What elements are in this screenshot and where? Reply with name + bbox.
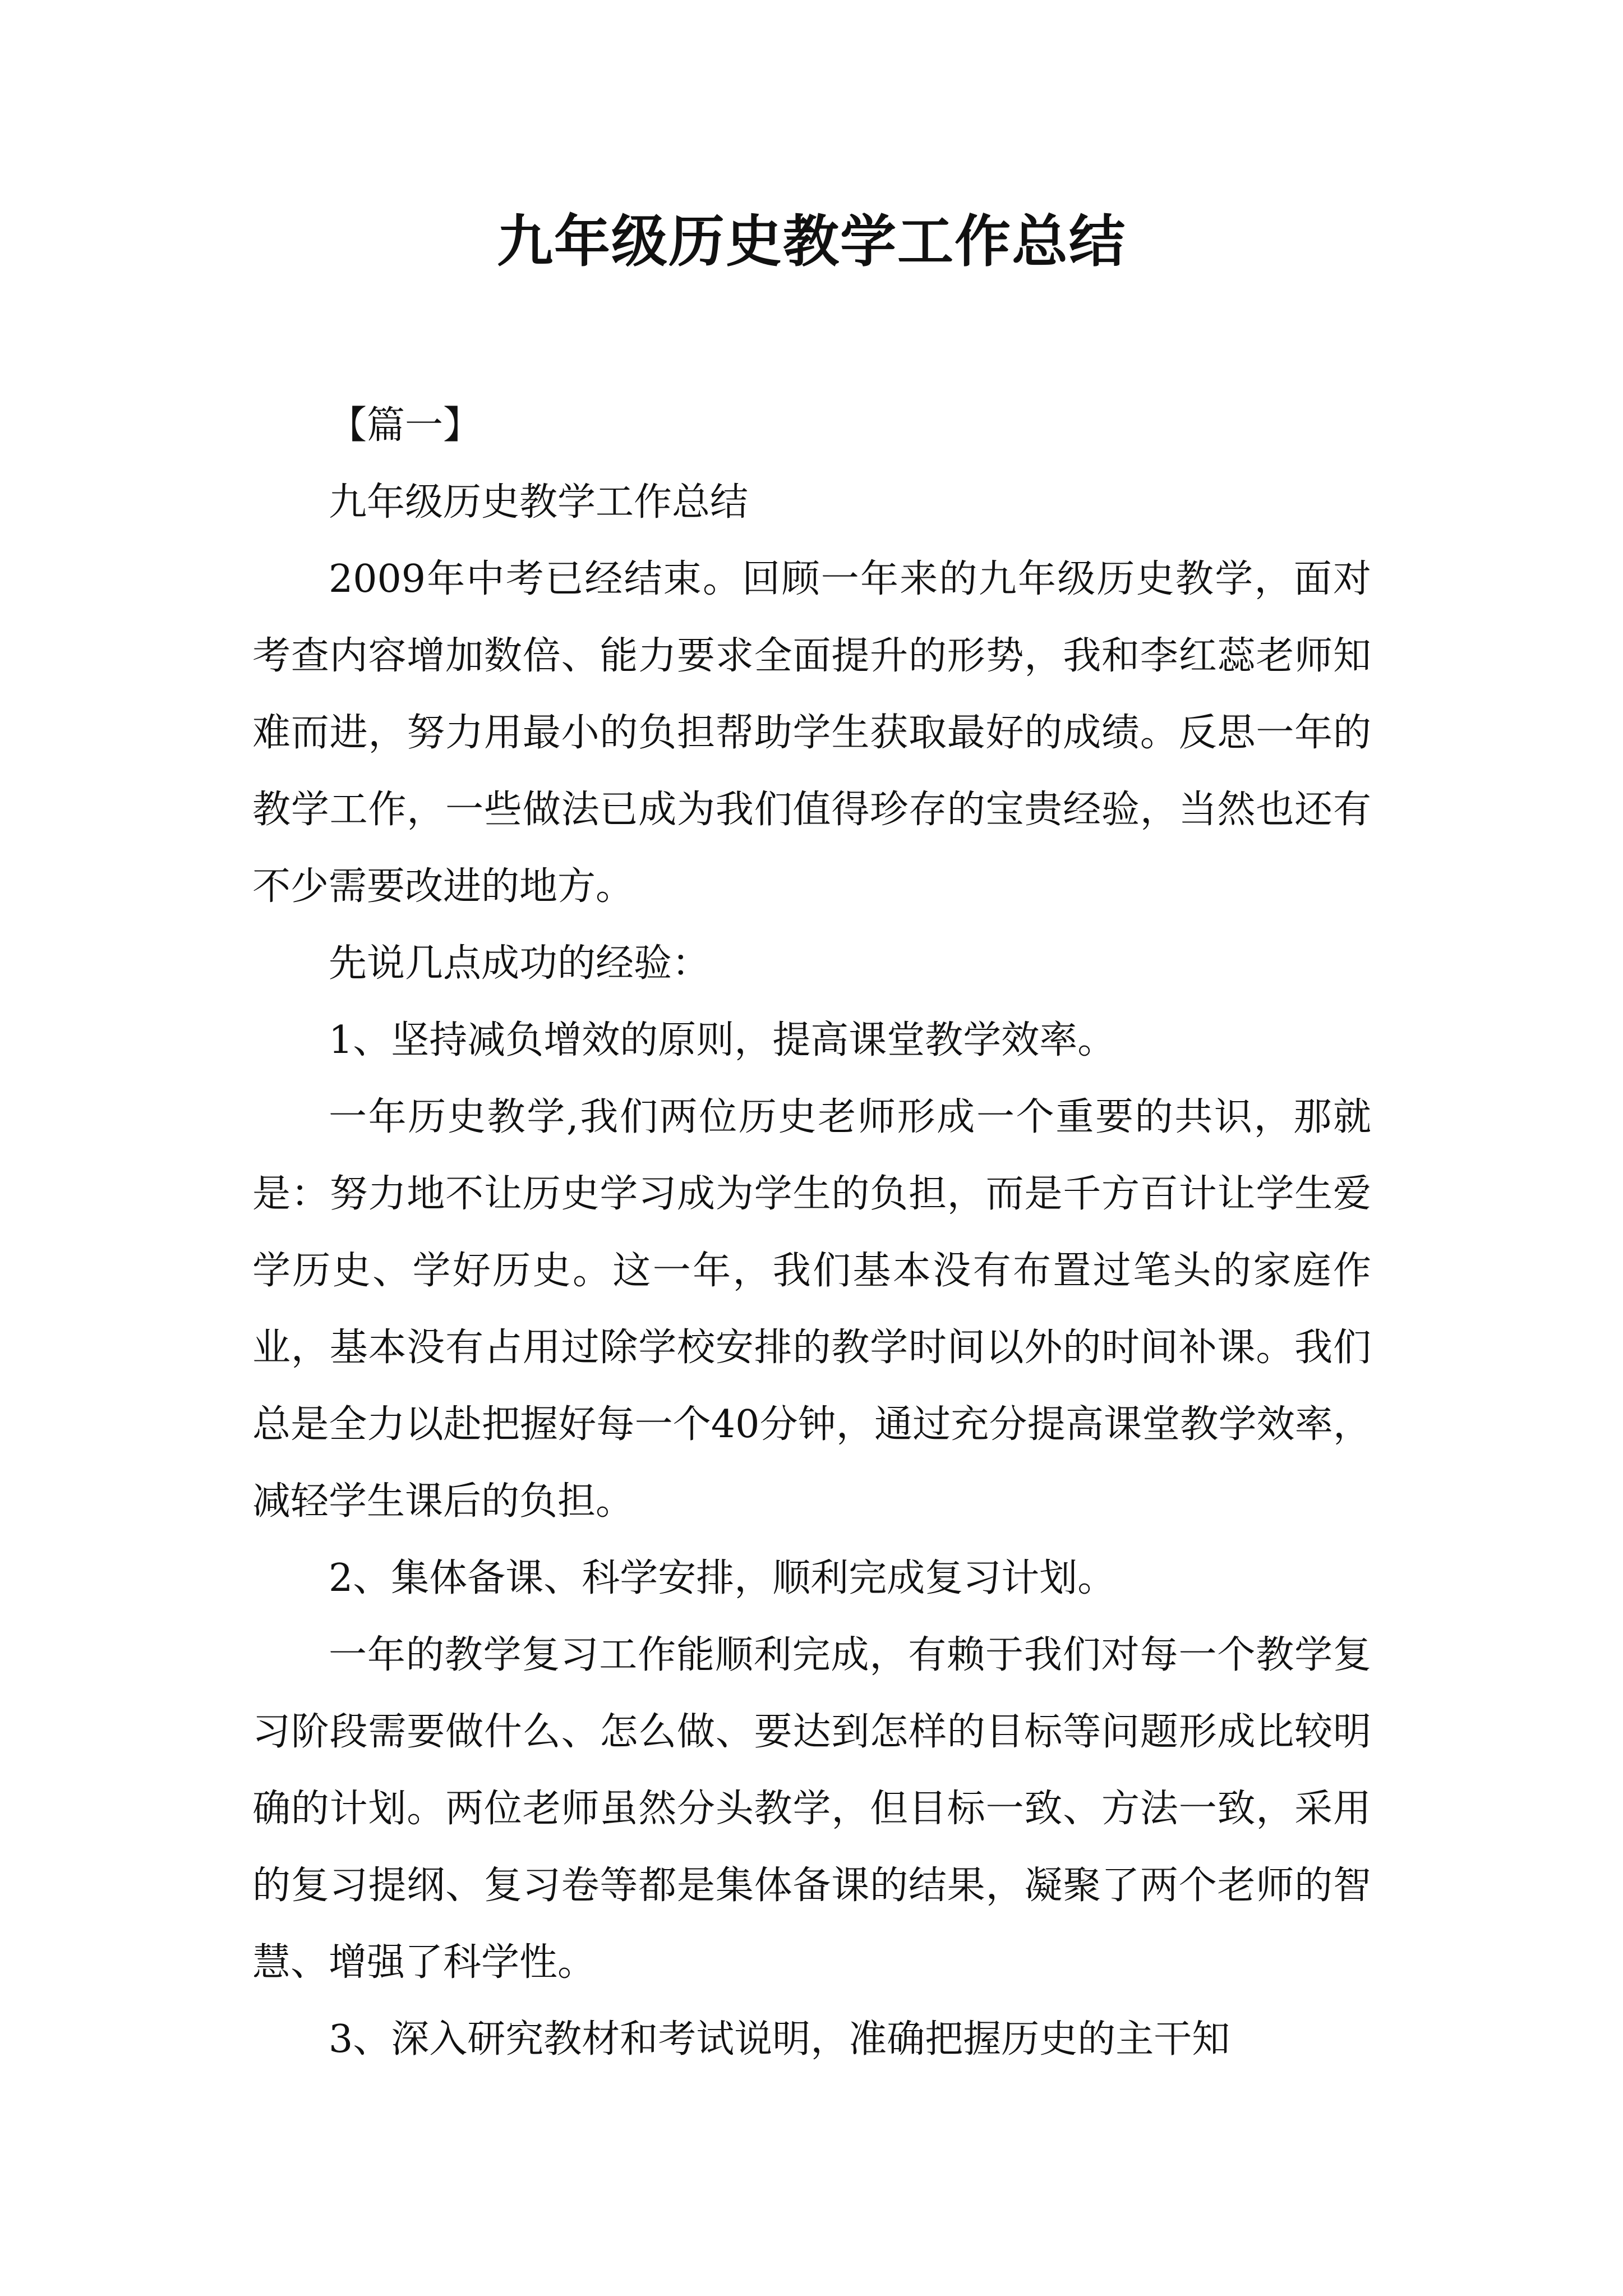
- paragraph: 先说几点成功的经验：: [329, 941, 711, 986]
- paragraph: 一年的教学复习工作能顺利完成，有赖于我们对每一个教学复习阶段需要做什么、怎么做、要达到怎样的目标等问题形成比较明确的计划。两位老师虽然分头教学，但目标一致、方法一致，采用的复习提纲、复习卷等都是集体备课的结果，凝聚了两个老师的智慧、增强了科学性。: [252, 1633, 1371, 1985]
- document-title: 九年级历史教学工作总结: [497, 208, 1126, 274]
- paragraph: 2009年中考已经结束。回顾一年来的九年级历史教学，面对考查内容增加数倍、能力要求全面提升的形势，我和李红蕊老师知难而进，努力用最小的负担帮助学生获取最好的成绩。反思一年的教学工作，一些做法已成为我们值得珍存的宝贵经验，当然也还有不少需要改进的地方。: [252, 557, 1371, 909]
- section-label: 【篇一】: [329, 403, 482, 448]
- paragraph: 一年历史教学,我们两位历史老师形成一个重要的共识，那就是：努力地不让历史学习成为学生的负担，而是千方百计让学生爱学历史、学好历史。这一年，我们基本没有布置过笔头的家庭作业，基本没有占用过除学校安排的教学时间以外的时间补课。我们总是全力以赴把握好每一个40分钟，通过充分提高课堂教学效率，减轻学生课后的负担。: [252, 1095, 1371, 1524]
- paragraph-subtitle: 九年级历史教学工作总结: [329, 480, 749, 524]
- paragraph-heading: 2、集体备课、科学安排，顺利完成复习计划。: [329, 1556, 1116, 1600]
- document-body: [252, 387, 1371, 2078]
- paragraph-heading: 1、坚持减负增效的原则，提高课堂教学效率。: [329, 1018, 1116, 1062]
- paragraph-heading: 3、深入研究教材和考试说明，准确把握历史的主干知: [329, 2017, 1230, 2062]
